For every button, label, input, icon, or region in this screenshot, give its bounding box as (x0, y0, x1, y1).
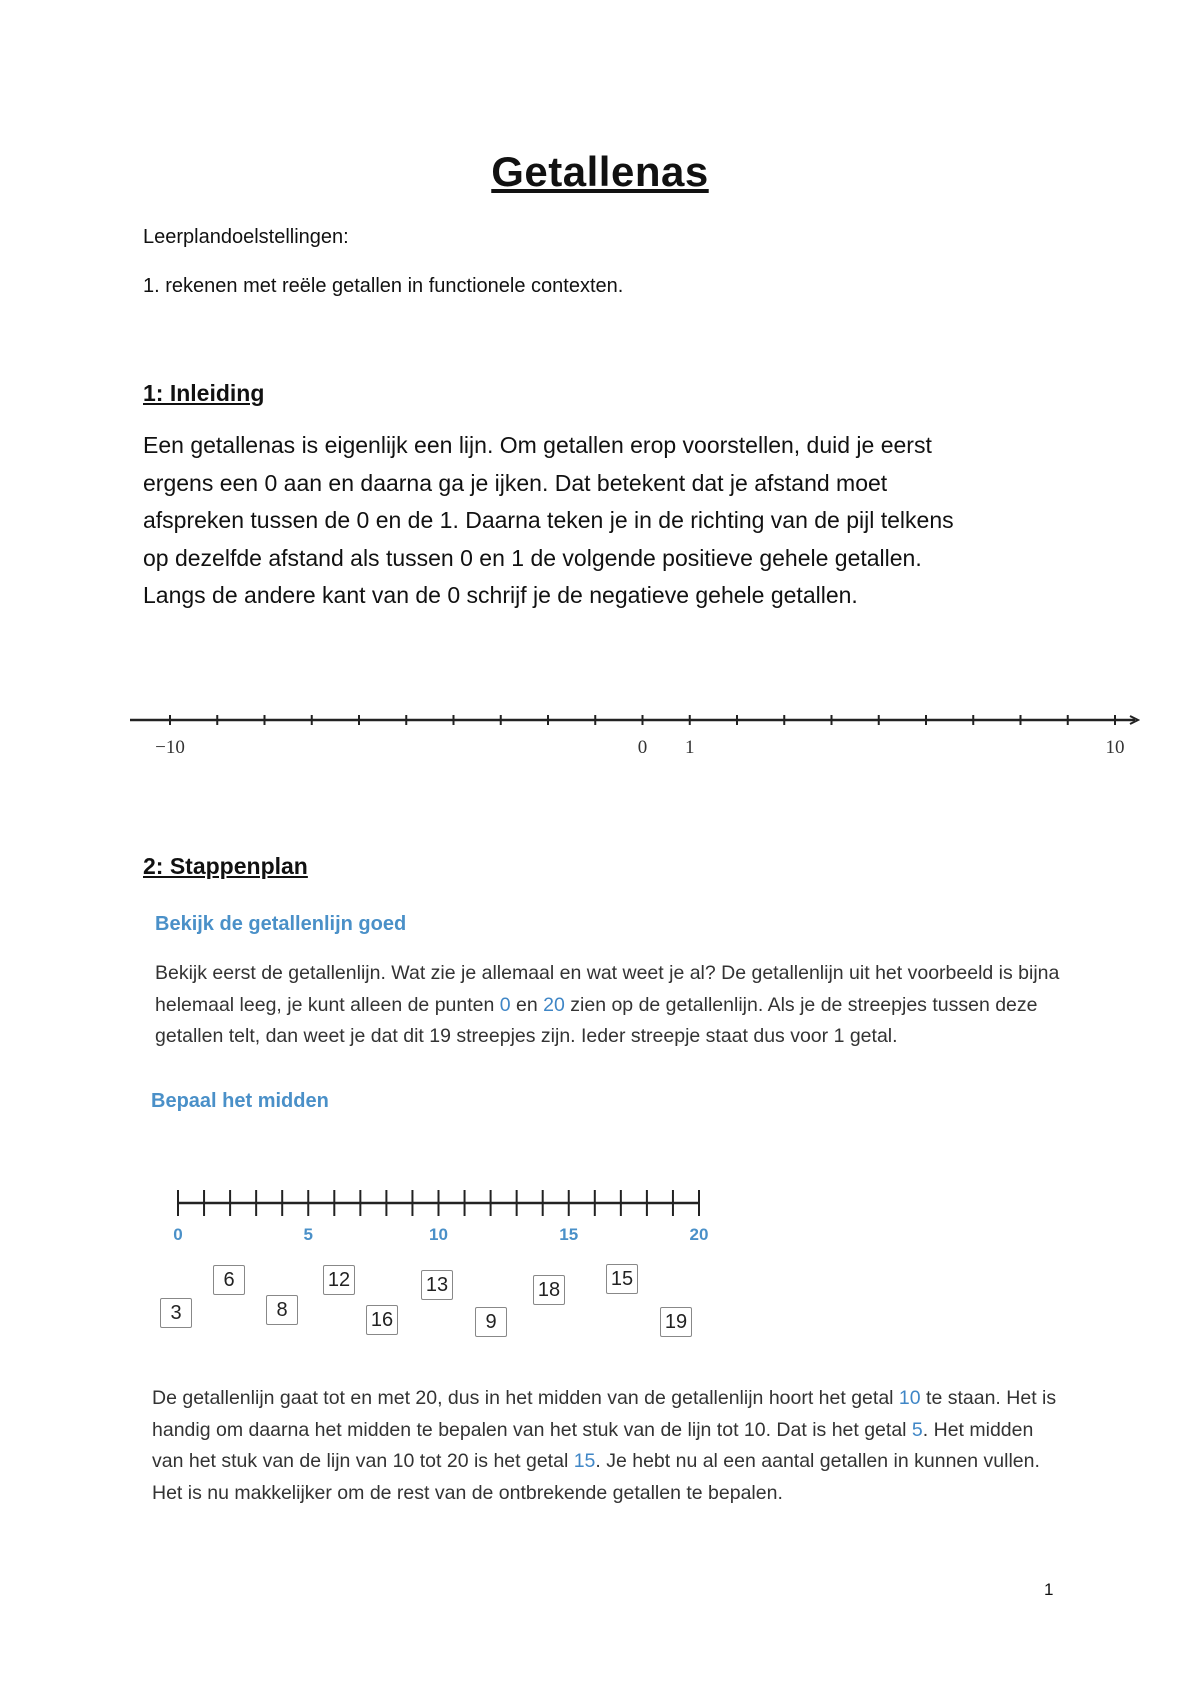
tick-label: 1 (685, 737, 695, 758)
tick-label: 0 (173, 1225, 183, 1240)
number-line-0-to-20 (160, 1185, 720, 1240)
text-run: . Het midden (922, 1418, 1034, 1441)
intro-line: afspreken tussen de 0 en de 1. Daarna teken je in de richting van de pijl telkens (143, 507, 954, 533)
tick-label: 0 (637, 737, 648, 758)
number-box: 12 (323, 1265, 355, 1295)
text-run: handig om daarna het midden te bepalen van het stuk van de lijn tot 10. Dat is het getal (152, 1418, 912, 1441)
highlighted-number: 10 (898, 1387, 921, 1409)
tick-label: 5 (303, 1225, 313, 1240)
number-box: 18 (533, 1275, 565, 1305)
tick-label: −10 (155, 737, 185, 758)
objective-item: 1. rekenen met reële getallen in functionele contexten. (143, 275, 624, 297)
step1-paragraph (155, 958, 1059, 1053)
intro-line: Langs de andere kant van de 0 schrijf je de negatieve gehele getallen. (143, 582, 858, 608)
text-line (155, 958, 1059, 990)
step2-paragraph (152, 1383, 1056, 1509)
text-run: helemaal leeg, je kunt alleen de punten (155, 993, 500, 1016)
text-run: Bekijk eerst de getallenlijn. Wat zie je allemaal en wat weet je al? De getallenlijn uit het voorbeeld is bijna (155, 962, 1060, 984)
tick-label: 10 (429, 1225, 448, 1240)
text-run: De getallenlijn gaat tot en met 20, dus in het midden van de getallenlijn hoort het getal (152, 1387, 899, 1409)
page-title: Getallenas (491, 148, 709, 195)
text-line (152, 1383, 1056, 1415)
text-line (152, 1478, 1056, 1510)
number-box: 9 (475, 1307, 507, 1337)
highlighted-number: 20 (543, 993, 565, 1016)
text-run: van het stuk van de lijn van 10 tot 20 is het getal (152, 1450, 574, 1472)
number-box: 6 (213, 1265, 245, 1295)
tick-label: 15 (559, 1225, 579, 1240)
highlighted-number: 0 (499, 993, 511, 1016)
number-box: 3 (160, 1298, 192, 1328)
intro-heading: 1: Inleiding (143, 380, 265, 406)
highlighted-number: 15 (573, 1450, 596, 1472)
number-box: 15 (606, 1264, 638, 1294)
text-run: en (510, 993, 544, 1016)
tick-label: 10 (1105, 737, 1125, 758)
text-run: getallen telt, dan weet je dat dit 19 streepjes zijn. Ieder streepje staat dus voor 1 getal. (155, 1025, 898, 1047)
number-box: 13 (421, 1270, 453, 1300)
text-run: . Je hebt nu al een aantal getallen in kunnen vullen. (595, 1450, 1040, 1472)
objectives-label: Leerplandoelstellingen: (143, 226, 349, 248)
text-line (152, 1415, 1056, 1447)
highlighted-number: 5 (911, 1418, 923, 1441)
step1-heading: Bekijk de getallenlijn goed (155, 913, 407, 935)
steps-heading: 2: Stappenplan (143, 853, 308, 879)
number-line-minus10-to-10 (130, 700, 1140, 770)
intro-paragraph (143, 427, 1103, 615)
number-box: 8 (266, 1295, 298, 1325)
tick-label: 20 (689, 1225, 709, 1240)
text-run: zien op de getallenlijn. Als je de streepjes tussen deze (564, 993, 1038, 1016)
text-line (155, 990, 1059, 1022)
page-number: 1 (1044, 1580, 1054, 1599)
intro-line: Een getallenas is eigenlijk een lijn. Om getallen erop voorstellen, duid je eerst (143, 432, 932, 458)
step2-heading: Bepaal het midden (151, 1090, 329, 1112)
text-line (152, 1446, 1056, 1478)
text-run: Het is nu makkelijker om de rest van de ontbrekende getallen te bepalen. (152, 1481, 783, 1504)
intro-line: ergens een 0 aan en daarna ga je ijken. Dat betekent dat je afstand moet (143, 469, 888, 496)
text-line (155, 1021, 1059, 1053)
text-run: te staan. Het is (920, 1387, 1057, 1409)
intro-line: op dezelfde afstand als tussen 0 en 1 de volgende positieve gehele getallen. (143, 544, 922, 571)
number-box: 16 (366, 1305, 398, 1335)
number-box: 19 (660, 1307, 692, 1337)
